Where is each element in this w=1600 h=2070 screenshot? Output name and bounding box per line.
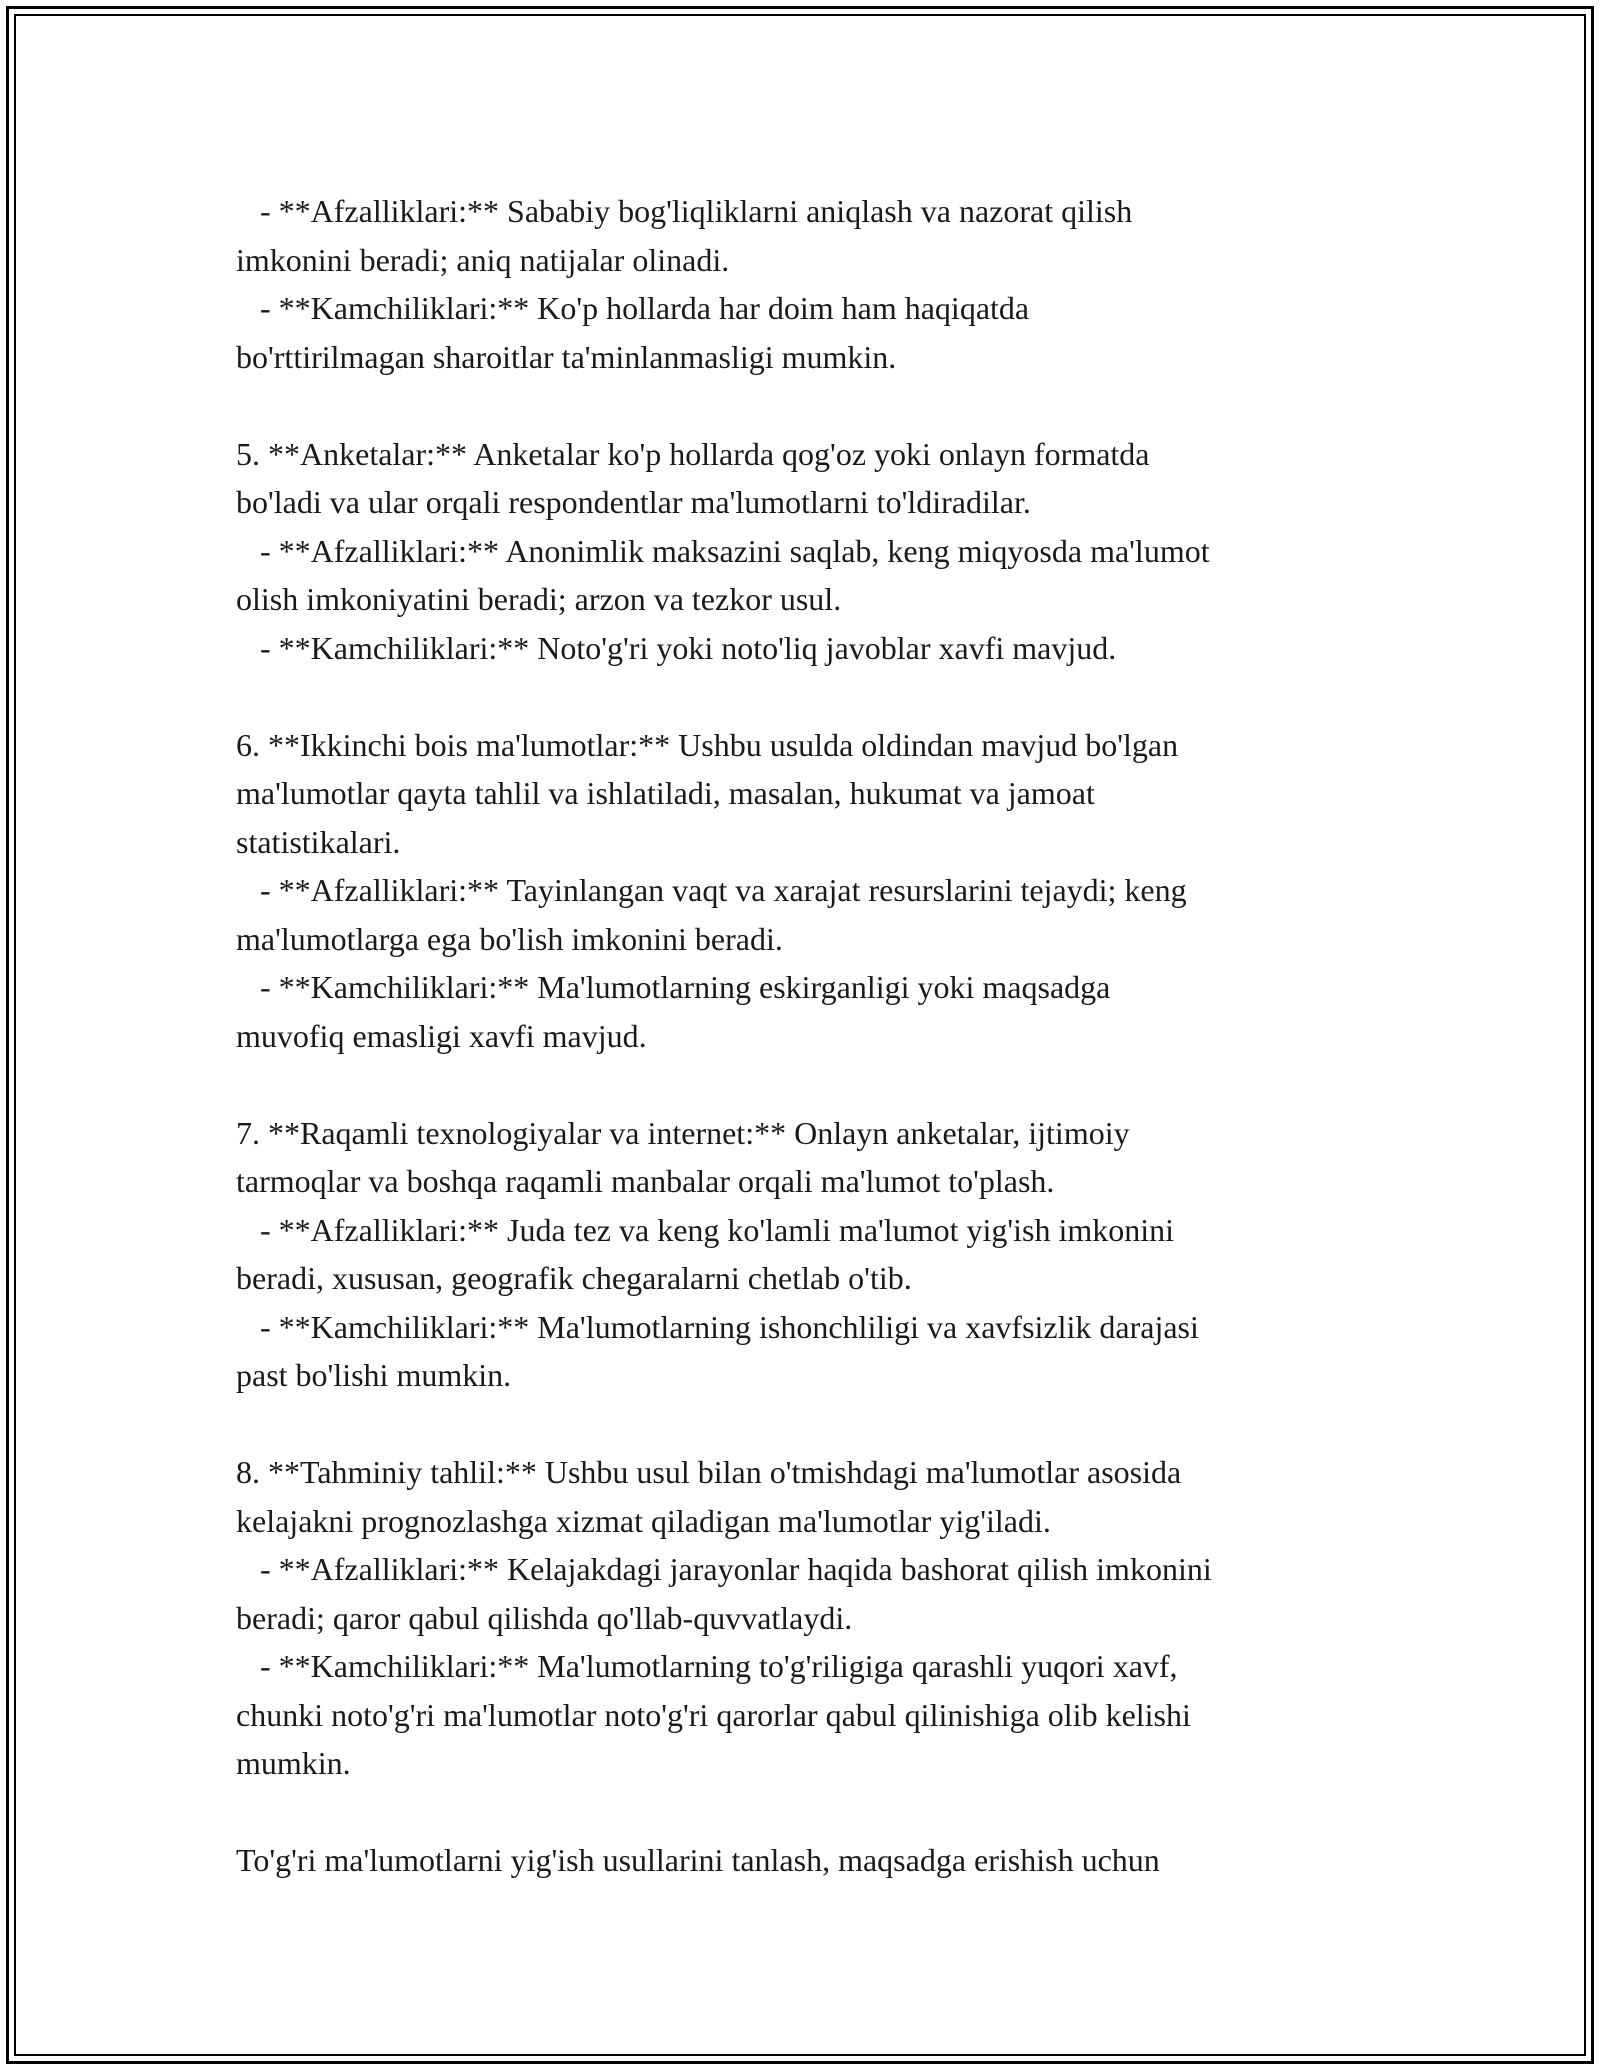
text-line: 8. **Tahminiy tahlil:** Ushbu usul bilan o'tmishdagi ma'lumotlar asosida xyxy=(236,1454,1182,1490)
text-line: ma'lumotlarga ega bo'lish imkonini beradi. xyxy=(236,920,783,957)
text-line: - **Afzalliklari:** Sababiy bog'liqliklarni aniqlash va nazorat qilish xyxy=(236,193,1133,229)
text-line: - **Kamchiliklari:** Ma'lumotlarning to'g'riligiga qarashli yuqori xavf, xyxy=(236,1648,1178,1684)
paragraph-spacer xyxy=(236,672,1416,721)
paragraph-spacer xyxy=(236,1060,1416,1109)
paragraph-spacer xyxy=(236,1788,1416,1837)
paragraph-spacer xyxy=(236,381,1416,430)
text-line: - **Kamchiliklari:** Ma'lumotlarning eskirganligi yoki maqsadga xyxy=(236,969,1111,1005)
text-line: 7. **Raqamli texnologiyalar va internet:** Onlayn anketalar, ijtimoiy xyxy=(236,1114,1130,1151)
text-line: - **Kamchiliklari:** Ma'lumotlarning ishonchliligi va xavfsizlik darajasi xyxy=(236,1308,1199,1345)
text-line: muvofiq emasligi xavfi mavjud. xyxy=(236,1017,647,1054)
text-line: chunki noto'g'ri ma'lumotlar noto'g'ri qarorlar qabul qilinishiga olib kelishi xyxy=(236,1696,1191,1733)
text-line: tarmoqlar va boshqa raqamli manbalar orqali ma'lumot to'plash. xyxy=(236,1163,1055,1199)
document-body xyxy=(236,187,1416,1885)
paragraph-spacer xyxy=(236,1400,1416,1449)
text-line: - **Kamchiliklari:** Noto'g'ri yoki noto'liq javoblar xavfi mavjud. xyxy=(236,629,1117,666)
text-line: - **Kamchiliklari:** Ko'p hollarda har doim ham haqiqatda xyxy=(236,290,1030,326)
text-line: olish imkoniyatini beradi; arzon va tezkor usul. xyxy=(236,581,842,617)
text-line: bo'ladi va ular orqali respondentlar ma'lumotlarni to'ldiradilar. xyxy=(236,484,1031,520)
text-line: past bo'lishi mumkin. xyxy=(236,1357,512,1393)
text-line: 6. **Ikkinchi bois ma'lumotlar:** Ushbu usulda oldindan mavjud bo'lgan xyxy=(236,726,1179,763)
text-line: beradi; qaror qabul qilishda qo'llab-quvvatlaydi. xyxy=(236,1599,853,1636)
text-line: mumkin. xyxy=(236,1745,351,1781)
text-line: ma'lumotlar qayta tahlil va ishlatiladi, masalan, hukumat va jamoat xyxy=(236,775,1095,811)
text-line: beradi, xususan, geografik chegaralarni chetlab o'tib. xyxy=(236,1260,912,1296)
text-line: - **Afzalliklari:** Kelajakdagi jarayonlar haqida bashorat qilish imkonini xyxy=(236,1551,1212,1587)
text-line: imkonini beradi; aniq natijalar olinadi. xyxy=(236,241,730,278)
text-line: kelajakni prognozlashga xizmat qiladigan ma'lumotlar yig'iladi. xyxy=(236,1502,1051,1539)
text-line: To'g'ri ma'lumotlarni yig'ish usullarini tanlash, maqsadga erishish uchun xyxy=(236,1842,1160,1878)
text-line: - **Afzalliklari:** Tayinlangan vaqt va xarajat resurslarini tejaydi; keng xyxy=(236,872,1187,908)
text-line: - **Afzalliklari:** Juda tez va keng ko'lamli ma'lumot yig'ish imkonini xyxy=(236,1211,1175,1248)
text-line: 5. **Anketalar:** Anketalar ko'p hollarda qog'oz yoki onlayn formatda xyxy=(236,435,1150,472)
text-line: bo'rttirilmagan sharoitlar ta'minlanmasligi mumkin. xyxy=(236,338,897,375)
text-line: statistikalari. xyxy=(236,823,401,860)
text-line: - **Afzalliklari:** Anonimlik maksazini saqlab, keng miqyosda ma'lumot xyxy=(236,532,1210,569)
